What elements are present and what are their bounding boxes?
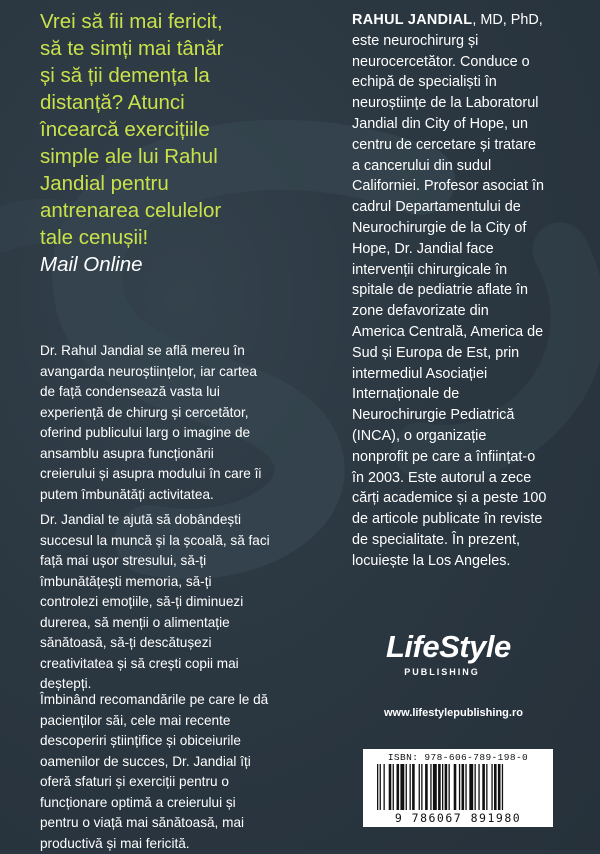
barcode-bar [384,764,385,810]
bio-line: zone defavorizate din [352,303,489,320]
barcode-bar [491,764,492,810]
author-name: RAHUL JANDIAL [352,12,473,28]
bio-line: Californiei. Profesor asociat în [352,178,544,195]
paragraph-line: oferă sfaturi și exerciții pentru o [40,774,229,789]
bio-line: cadrul Departamentului de [352,199,521,216]
barcode-bar [475,764,476,810]
bio-line: locuiește la Los Angeles. [352,552,511,569]
bio-line: echipă de specialiști în [352,74,497,91]
quote-text [40,8,340,251]
barcode-bar [438,764,441,810]
quote-line: antrenarea celulelor [40,199,222,222]
paragraph-line: de față condensează vasta lui [40,384,220,399]
paragraph-line: oferind publicului larg o imagine de [40,425,251,440]
barcode-bar [421,764,422,810]
paragraph-line: productivă și mai fericită. [40,835,190,851]
quote-line: simple ale lui Rahul [40,145,218,168]
bio-line: Sud și Europa de Est, prin [352,344,520,361]
barcode-bar [494,764,497,810]
barcode-bar [465,764,466,810]
bio-line: cărți academice și a peste 100 [352,490,547,507]
quote-line: să te simți mai tânăr [40,37,224,60]
barcode-bar [377,764,378,810]
paragraph-line: Îmbinând recomandările pe care le dă [40,692,269,707]
bio-line: Jandial din City of Hope, un [352,115,528,132]
paragraph-line: descoperiri științifice și obiceiurile [40,733,241,748]
publisher-logo-sub: PUBLISHING [404,667,480,677]
bio-line: de articole publicate în reviste [352,511,543,528]
barcode-bar [412,764,415,810]
description-paragraph-2 [40,510,318,695]
paragraph-line: față mai ușor stresului, să-ți [40,553,207,568]
bio-line: neurocercetător. Conduce o [352,53,530,70]
barcode-bar [393,764,394,810]
paragraph-line: Dr. Jandial te ajută să dobândești [40,512,242,527]
barcode-bar [445,764,448,810]
barcode-bar [400,764,404,810]
paragraph-line: creierului și asupra modului în care îi [40,466,262,481]
barcode-bar [469,764,473,810]
barcode-bar [430,764,431,810]
barcode-bar [406,764,407,810]
paragraph-line: controlezi emoțiile, să-ți diminuezi [40,594,244,609]
barcode-bar [433,764,437,810]
paragraph-line: îmbunătățești memoria, să-ți [40,573,212,589]
bio-line: spitale de pediatrie aflate în [352,282,529,299]
paragraph-line: Dr. Rahul Jandial se află mereu în [40,343,245,358]
barcode-bars [377,764,539,810]
quote-line: Jandial pentru [40,172,169,195]
bio-line: în 2003. Este autorul a zece [352,469,532,486]
bio-line: intermediul Asociației [352,365,488,382]
paragraph-line: durerea, să menții o alimentație [40,614,230,630]
paragraph-line: ansamblu asupra funcționării [40,445,214,461]
bio-line: neuroștiințe de la Laboratorul [352,95,539,112]
paragraph-line: sănătoasă, să-ți descătușezi [40,635,212,650]
barcode-digits: 9 786067 891980 [394,811,522,825]
paragraph-line: creativitatea și să crești copii mai [40,655,239,671]
barcode-bar [442,764,443,810]
quote-line: distanță? Atunci [40,91,185,114]
paragraph-line: avangarda neuroștiințelor, iar cartea [40,363,257,379]
barcode-bar [389,764,392,810]
barcode-bar [482,764,485,810]
description-paragraph-1 [40,341,318,505]
author-credentials: , MD, PhD, [472,12,543,28]
bio-line: de specialitate. În prezent, [352,531,520,548]
bio-line: Internaționale de [352,386,460,403]
barcode-bar [486,764,487,810]
bio-line: (INCA), o organizație [352,427,487,444]
isbn-label: ISBN: 978-606-789-198-0 [387,752,529,763]
bio-line: este neurochirurg și [352,32,479,49]
bio-line: Neurochirurgie Pediatrică [352,407,515,424]
barcode-bar [502,764,503,810]
bio-line: centru de cercetare și tratare [352,136,536,153]
paragraph-line: experiență de chirurg și cercetător, [40,404,249,420]
paragraph-line: pacienților săi, cele mai recente [40,712,231,728]
barcode-bar [410,764,411,810]
quote-line: și să ții demența la [40,64,210,87]
paragraph-line: oamenilor de succes, Dr. Jandial îți [40,753,251,769]
publisher-logo-text: LifeStyle [386,629,511,664]
barcode-bar [380,764,381,810]
bio-line: America Centrală, America de [352,323,544,340]
bio-line: intervenții chirurgicale în [352,261,508,278]
bio-line: a cancerului din sudul [352,157,492,174]
quote-line: încearcă exercițiile [40,118,210,141]
description-paragraph-3 [40,690,318,854]
paragraph-line: putem îmbunătăți activitatea. [40,486,214,502]
paragraph-line: succesul la muncă și la școală, să faci [40,532,270,548]
quote-source: Mail Online [40,253,143,276]
author-bio [352,10,568,572]
bio-line: Hope, Dr. Jandial face [352,240,494,257]
bio-line: Neurochirurgie de la City of [352,219,527,236]
barcode-bar [425,764,428,810]
barcode [363,749,553,827]
quote-line: tale cenușii! [40,226,149,249]
barcode-bar [462,764,465,810]
barcode-bar [397,764,400,810]
quote-line: Vrei să fii mai fericit, [40,10,223,33]
barcode-bar [498,764,501,810]
paragraph-line: funcționare optimă a creierului și [40,794,236,810]
barcode-bar [459,764,460,810]
barcode-bar [449,764,450,810]
quote-block [40,8,340,278]
barcode-bar [419,764,420,810]
publisher-website: www.lifestylepublishing.ro [384,707,523,719]
paragraph-line: deștepți. [40,676,92,691]
barcode-bar [478,764,479,810]
paragraph-line: pentru o viață mai sănătoasă, mai [40,815,245,830]
publisher-logo [386,629,511,677]
bio-line: nonprofit pe care a înființat-o [352,448,536,465]
barcode-bar [454,764,457,810]
